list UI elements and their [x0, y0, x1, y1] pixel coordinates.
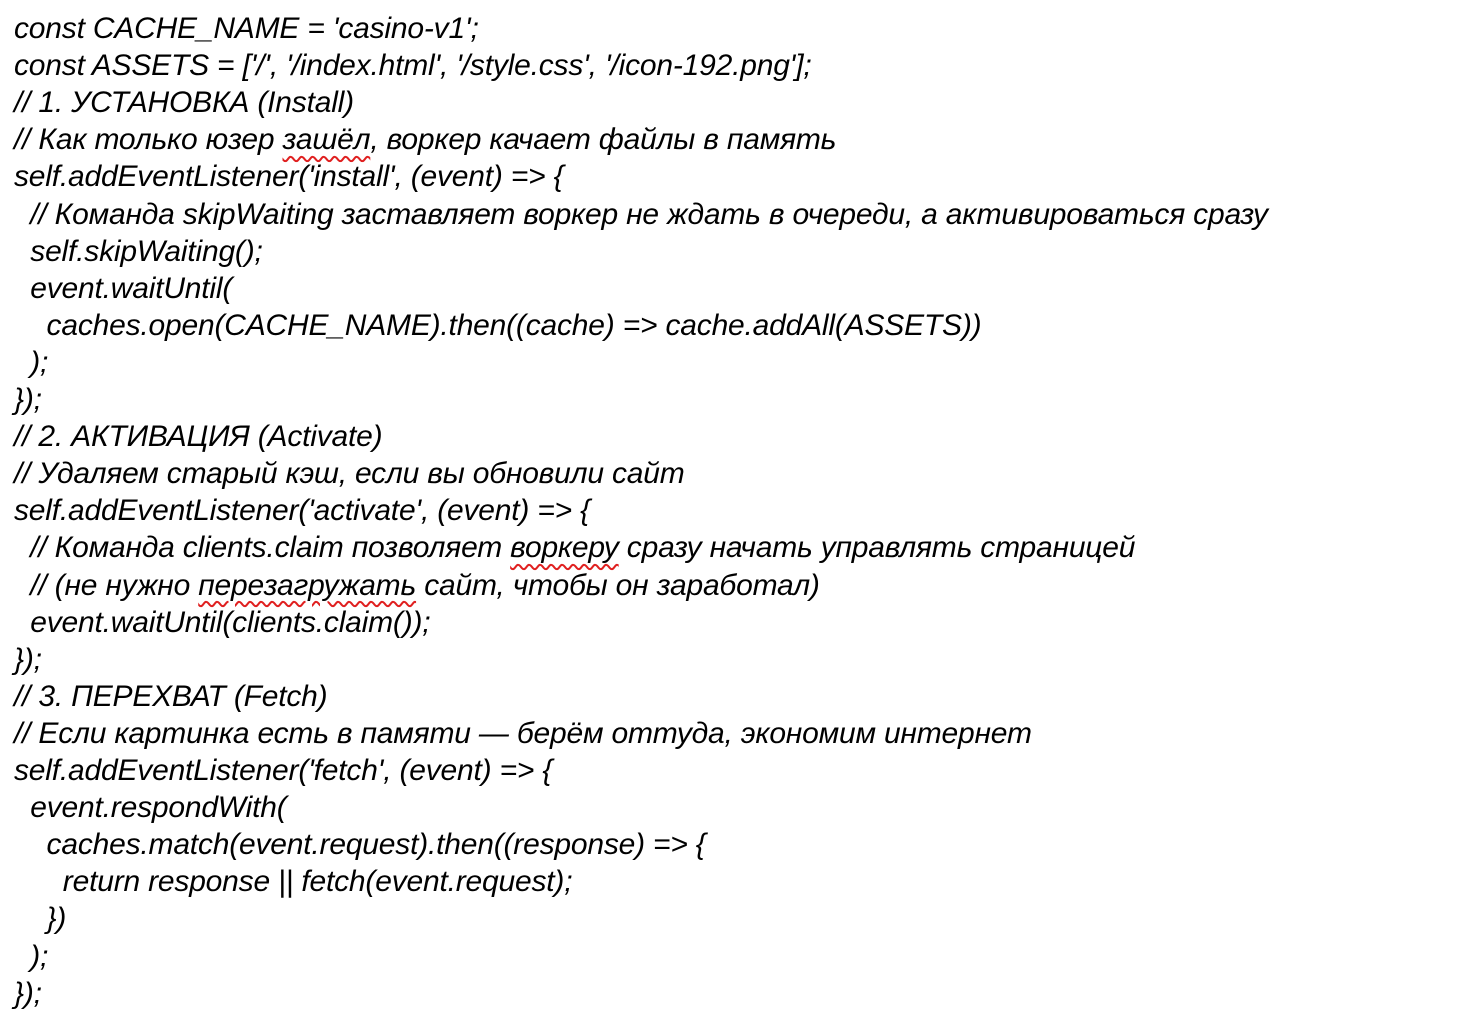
code-text: self.addEventListener('install', (event) => {: [14, 160, 564, 194]
code-text: const CACHE_NAME = 'casino-v1';: [14, 12, 479, 45]
code-line: [14, 418, 382, 455]
code-text: self.skipWaiting();: [14, 234, 263, 268]
code-text: );: [14, 939, 49, 973]
code-text: сразу начать управлять страницей: [618, 531, 1136, 565]
code-text: event.waitUntil(: [14, 271, 233, 305]
code-text: self.addEventListener('fetch', (event) => {: [14, 754, 553, 787]
code-text: // Удаляем старый кэш, если вы обновили сайт: [14, 457, 685, 491]
code-line: [14, 604, 430, 641]
code-text: });: [14, 642, 42, 676]
code-text: caches.match(event.request).then((response) => {: [14, 828, 706, 862]
code-line: [14, 10, 479, 47]
code-line: [14, 938, 48, 975]
code-text: }): [14, 902, 67, 936]
code-line: [14, 307, 981, 344]
code-line: [14, 826, 706, 863]
code-line: [14, 752, 552, 789]
code-text: // Если картинка есть в памяти — берём оттуда, экономим интернет: [14, 716, 1032, 750]
code-text: self.addEventListener('activate', (event) => {: [14, 494, 590, 528]
code-text: , воркер качает файлы в память: [370, 123, 837, 157]
code-text: caches.open(CACHE_NAME).then((cache) => cache.addAll(ASSETS)): [14, 308, 982, 342]
code-text: );: [14, 345, 49, 379]
code-line: [14, 158, 563, 195]
code-text: // Команда clients.claim позволяет: [14, 531, 511, 565]
code-text: const ASSETS = ['/', '/index.html', '/style.css', '/icon-192.png'];: [14, 49, 812, 83]
code-line: [14, 233, 263, 270]
code-line: [14, 492, 590, 529]
code-text: });: [14, 976, 42, 1010]
code-line: [14, 715, 1032, 752]
code-line: [14, 789, 287, 826]
code-line: [14, 196, 1268, 233]
code-text: // 3. ПЕРЕХВАТ (Fetch): [14, 679, 328, 713]
code-line: [14, 863, 572, 900]
code-line: [14, 47, 811, 84]
code-text: // (не нужно: [14, 568, 199, 602]
code-line: [14, 567, 820, 604]
code-line: [14, 344, 48, 381]
misspelled-word: воркеру: [510, 531, 619, 565]
code-line: [14, 381, 42, 418]
code-text: сайт, чтобы он заработал): [416, 568, 820, 602]
code-text: });: [14, 383, 42, 416]
misspelled-word: зашёл: [282, 123, 371, 157]
code-line: [14, 641, 42, 678]
code-line: [14, 121, 836, 158]
code-line: [14, 900, 66, 937]
code-text: // 1. УСТАНОВКА (Install): [14, 86, 354, 120]
code-line: [14, 270, 232, 307]
code-text: event.waitUntil(clients.claim());: [14, 605, 431, 639]
code-line: [14, 678, 327, 715]
code-text: event.respondWith(: [14, 791, 287, 825]
code-line: [14, 455, 685, 492]
code-text: // 2. АКТИВАЦИЯ (Activate): [14, 420, 383, 454]
code-line: [14, 975, 42, 1012]
code-line: [14, 529, 1135, 566]
code-text: return response || fetch(event.request);: [14, 865, 573, 899]
code-text: // Команда skipWaiting заставляет воркер не ждать в очереди, а активироваться сразу: [14, 197, 1268, 231]
misspelled-word: перезагружать: [198, 568, 417, 602]
code-line: [14, 84, 354, 121]
code-text: // Как только юзер: [14, 123, 283, 157]
